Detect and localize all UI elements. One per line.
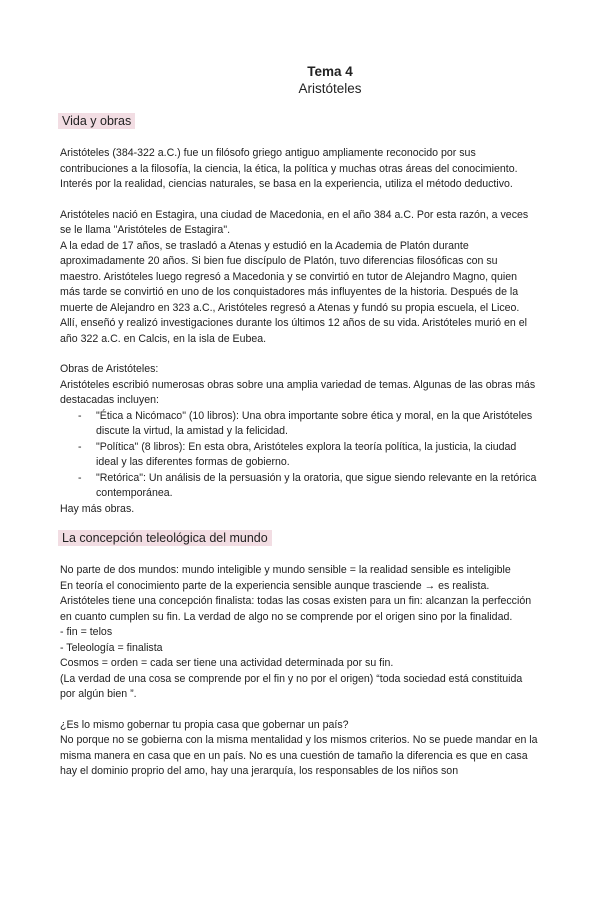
section-heading-teleologica: La concepción teleológica del mundo	[58, 530, 272, 546]
line-teleologia: - Teleología = finalista	[60, 641, 163, 654]
answer-paragraph: No porque no se gobierna con la misma mentalidad y los mismos criterios. No se puede mandar en la misma manera en casa que en un país. No es una cuestión de tamaño la diferencia es que en casa hay el dominio proprio del amo, hay una jerarquía, los responsables de los niños son	[60, 734, 538, 777]
paragraph-intro: Aristóteles (384-322 a.C.) fue un filósofo griego antiguo ampliamente reconocido por sus contribuciones a la filosofía, la ciencia, la ética, la política y muchas otras áreas del conocimiento. Interés por la realidad, ciencias naturales, se basa en la experiencia, utiliza el método deductivo.	[60, 147, 518, 190]
line-telos: - fin = telos	[60, 626, 113, 638]
line-quote: (La verdad de una cosa se comprende por el fin y no por el origen) “toda sociedad está constituida por algún bien ”.	[60, 672, 523, 700]
document-title: Tema 4	[307, 64, 353, 79]
works-list	[60, 409, 538, 502]
question-line: ¿Es lo mismo gobernar tu propia casa que gobernar un país?	[60, 718, 349, 731]
section-heading-wrap	[60, 529, 600, 547]
section-heading-wrap	[60, 112, 600, 130]
line-cosmos: Cosmos = orden = cada ser tiene una actividad determinada por su fin.	[60, 657, 394, 669]
list-item: - "Retórica": Un análisis de la persuasión y la oratoria, que sigue siendo relevante en la retórica contemporánea.	[78, 471, 537, 499]
paragraph-birth: Aristóteles nació en Estagira, una ciudad de Macedonia, en el año 384 a.C. Por esta razón, a veces se le llama "Aristóteles de Estagira".	[60, 208, 529, 236]
section-heading-vida-y-obras: Vida y obras	[58, 113, 135, 129]
paragraph-more-works: Hay más obras.	[60, 502, 135, 515]
work-text: "Ética a Nicómaco" (10 libros): Una obra importante sobre ética y moral, en la que Aristóteles discute la virtud, la amistad y la felicidad.	[96, 409, 533, 437]
line-finalist: Aristóteles tiene una concepción finalista: todas las cosas existen para un fin: alcanzan la perfección en cuanto cumplen su fin. La verdad de algo no se comprende por el origen sino por la finalidad.	[60, 595, 532, 623]
paragraph-biography: A la edad de 17 años, se trasladó a Atenas y estudió en la Academia de Platón durante aproximadamente 20 años. Si bien fue discípulo de Platón, tuvo diferencias filosóficas con su maestro. Aristóteles luego regresó a Macedonia y se convirtió en tutor de Alejandro Magno, quien más tarde se convirtió en uno de los conquistadores más influyentes de la historia. Después de la muerte de Alejandro en 323 a.C., Aristóteles regresó a Atenas y fundó su propia escuela, el Liceo. Allí, enseñó y realizó investigaciones durante los últimos 12 años de su vida. Aristóteles murió en el año 322 a.C. en Calcis, en la isla de Eubea.	[60, 239, 527, 345]
document-subtitle: Aristóteles	[298, 81, 362, 96]
list-item: - "Política" (8 libros): En esta obra, Aristóteles explora la teoría política, la justicia, la ciudad ideal y las diferentes formas de gobierno.	[78, 440, 517, 468]
paragraph-works-title: Obras de Aristóteles:	[60, 363, 159, 375]
list-item: - "Ética a Nicómaco" (10 libros): Una obra importante sobre ética y moral, en la que Aristóteles discute la virtud, la amistad y la felicidad.	[78, 409, 533, 437]
line-two-worlds: No parte de dos mundos: mundo inteligible y mundo sensible = la realidad sensible es inteligible	[60, 564, 511, 576]
document-page	[0, 64, 600, 912]
work-text: "Retórica": Un análisis de la persuasión y la oratoria, que sigue siendo relevante en la retórica contemporánea.	[96, 471, 537, 499]
paragraph-works-intro: Aristóteles escribió numerosas obras sobre una amplia variedad de temas. Algunas de las obras más destacadas incluyen:	[60, 378, 536, 406]
line-knowledge: En teoría el conocimiento parte de la experiencia sensible aunque trasciende → es realista.	[60, 579, 490, 592]
work-text: "Política" (8 libros): En esta obra, Aristóteles explora la teoría política, la justicia, la ciudad ideal y las diferentes formas de gobierno.	[96, 440, 517, 468]
